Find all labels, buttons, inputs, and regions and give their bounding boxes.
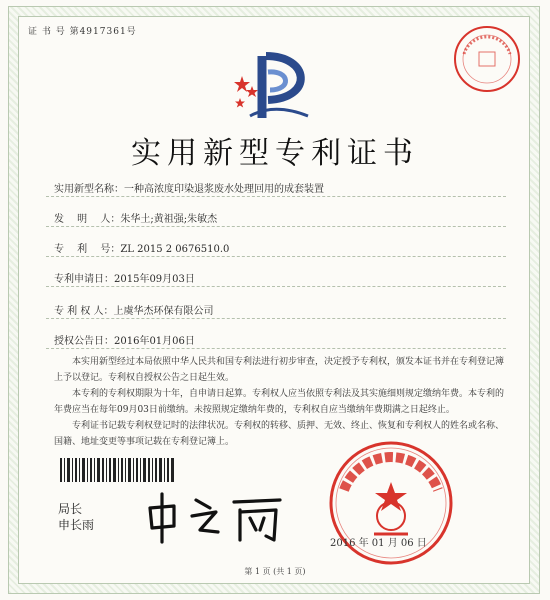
divider xyxy=(46,196,506,197)
certificate-body xyxy=(54,354,504,450)
barcode-icon xyxy=(58,456,178,484)
divider xyxy=(46,348,506,349)
field-value: ZL 2015 2 0676510.0 xyxy=(120,244,230,255)
divider xyxy=(46,286,506,287)
field-patent-number xyxy=(54,240,229,255)
certificate-number: 证 书 号 第4917361号 xyxy=(28,27,137,37)
field-application-date xyxy=(54,270,195,285)
seal-date: 2016 年 01 月 06 日 xyxy=(330,538,427,549)
body-paragraph: 专利证书记载专利权登记时的法律状况。专利权的转移、质押、无效、终止、恢复和专利权人的姓名或名称、国籍、地址变更等事项记载在专利登记簿上。 xyxy=(54,421,505,447)
field-grant-date xyxy=(54,332,195,347)
field-label: 实用新型名称： xyxy=(54,184,124,195)
field-label: 专利申请日： xyxy=(54,274,114,285)
field-patentee xyxy=(54,302,214,317)
divider xyxy=(46,256,506,257)
divider xyxy=(46,226,506,227)
body-paragraph: 本实用新型经过本局依照中华人民共和国专利法进行初步审查，决定授予专利权，颁发本证书并在专利登记簿上予以登记。专利权自授权公告之日起生效。 xyxy=(54,357,505,383)
field-label: 发 明 人： xyxy=(54,214,121,225)
field-label: 授权公告日： xyxy=(54,336,114,347)
chief-title: 局长 xyxy=(58,502,83,516)
field-value: 2015年09月03日 xyxy=(114,274,195,285)
field-value: 2016年01月06日 xyxy=(114,336,195,347)
handwritten-signature xyxy=(140,486,290,546)
divider xyxy=(46,318,506,319)
field-value: 上虞华杰环保有限公司 xyxy=(113,306,214,317)
chief-name: 申长雨 xyxy=(58,518,95,532)
field-label: 专 利 权 人： xyxy=(54,306,114,317)
field-inventor xyxy=(54,210,217,225)
field-value: 一种高浓度印染退浆废水处理回用的成套装置 xyxy=(124,184,324,195)
field-value: 朱华土;黄祖强;朱敏杰 xyxy=(120,214,218,225)
body-paragraph: 本专利的专利权期限为十年，自申请日起算。专利权人应当依照专利法及其实施细则规定缴纳年费。本专利的年费应当在每年09月03日前缴纳。未按照规定缴纳年费的，专利权自应当缴纳年费期满之日起终止。 xyxy=(54,389,505,415)
page-number: 第 1 页 (共 1 页) xyxy=(244,567,306,576)
field-label: 专 利 号： xyxy=(54,244,121,255)
certificate-title: 实用新型专利证书 xyxy=(131,136,419,171)
patent-office-small-seal xyxy=(452,24,522,94)
field-utility-name xyxy=(54,180,324,195)
patent-office-logo-icon xyxy=(228,46,324,126)
